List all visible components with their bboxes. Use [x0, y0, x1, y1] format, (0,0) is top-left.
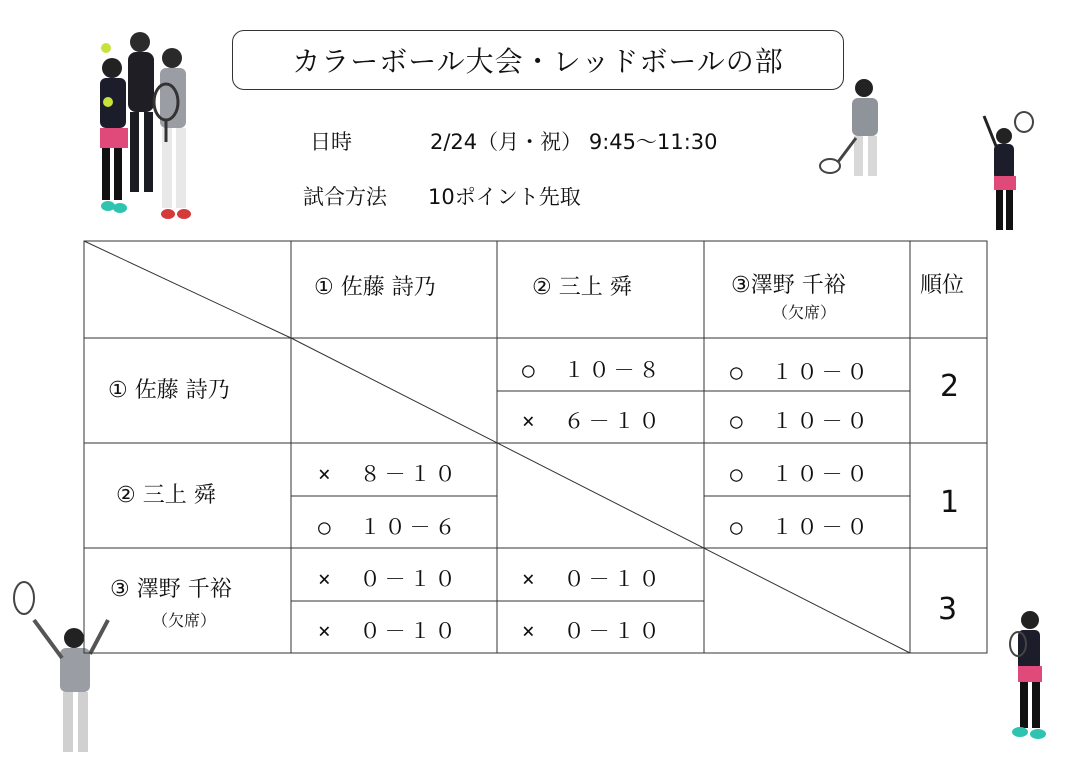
result-1-vs-3-game-2: ○ １０－０: [730, 409, 872, 433]
result-1-vs-2-game-1: ○ １０－８: [522, 358, 664, 382]
result-2-vs-3-game-2: ○ １０－０: [730, 515, 872, 539]
result-2-vs-1-game-1: × ８－１０: [318, 462, 460, 486]
col-header-player-2: ② 三上 舜: [532, 275, 632, 300]
event-title: カラーボール大会・レッドボールの部: [232, 30, 844, 90]
date-label: 日時: [310, 130, 352, 154]
result-2-vs-3-game-1: ○ １０－０: [730, 462, 872, 486]
rank-player-2: 1: [940, 485, 960, 520]
result-3-vs-2-game-1: × ０－１０: [522, 567, 664, 591]
col-header-player-3-absent-note: （欠席）: [772, 303, 837, 322]
result-2-vs-1-game-2: ○ １０－６: [318, 515, 460, 539]
row-header-player-3-absent-note: （欠席）: [152, 611, 217, 630]
date-value: 2/24（月・祝） 9:45〜11:30: [430, 130, 718, 154]
method-label: 試合方法: [303, 185, 387, 209]
row-header-player-1: ① 佐藤 詩乃: [108, 378, 230, 403]
rank-player-1: 2: [940, 369, 960, 404]
col-header-player-3: ③澤野 千裕: [731, 273, 846, 298]
col-header-rank: 順位: [920, 273, 965, 298]
result-3-vs-2-game-2: × ０－１０: [522, 619, 664, 643]
result-3-vs-1-game-2: × ０－１０: [318, 619, 460, 643]
result-3-vs-1-game-1: × ０－１０: [318, 567, 460, 591]
rank-player-3: 3: [938, 592, 958, 627]
row-header-player-2: ② 三上 舜: [116, 483, 216, 508]
result-1-vs-2-game-2: × ６－１０: [522, 409, 664, 433]
method-value: 10ポイント先取: [428, 185, 581, 209]
result-1-vs-3-game-1: ○ １０－０: [730, 360, 872, 384]
col-header-player-1: ① 佐藤 詩乃: [314, 275, 436, 300]
row-header-player-3: ③ 澤野 千裕: [110, 577, 232, 602]
